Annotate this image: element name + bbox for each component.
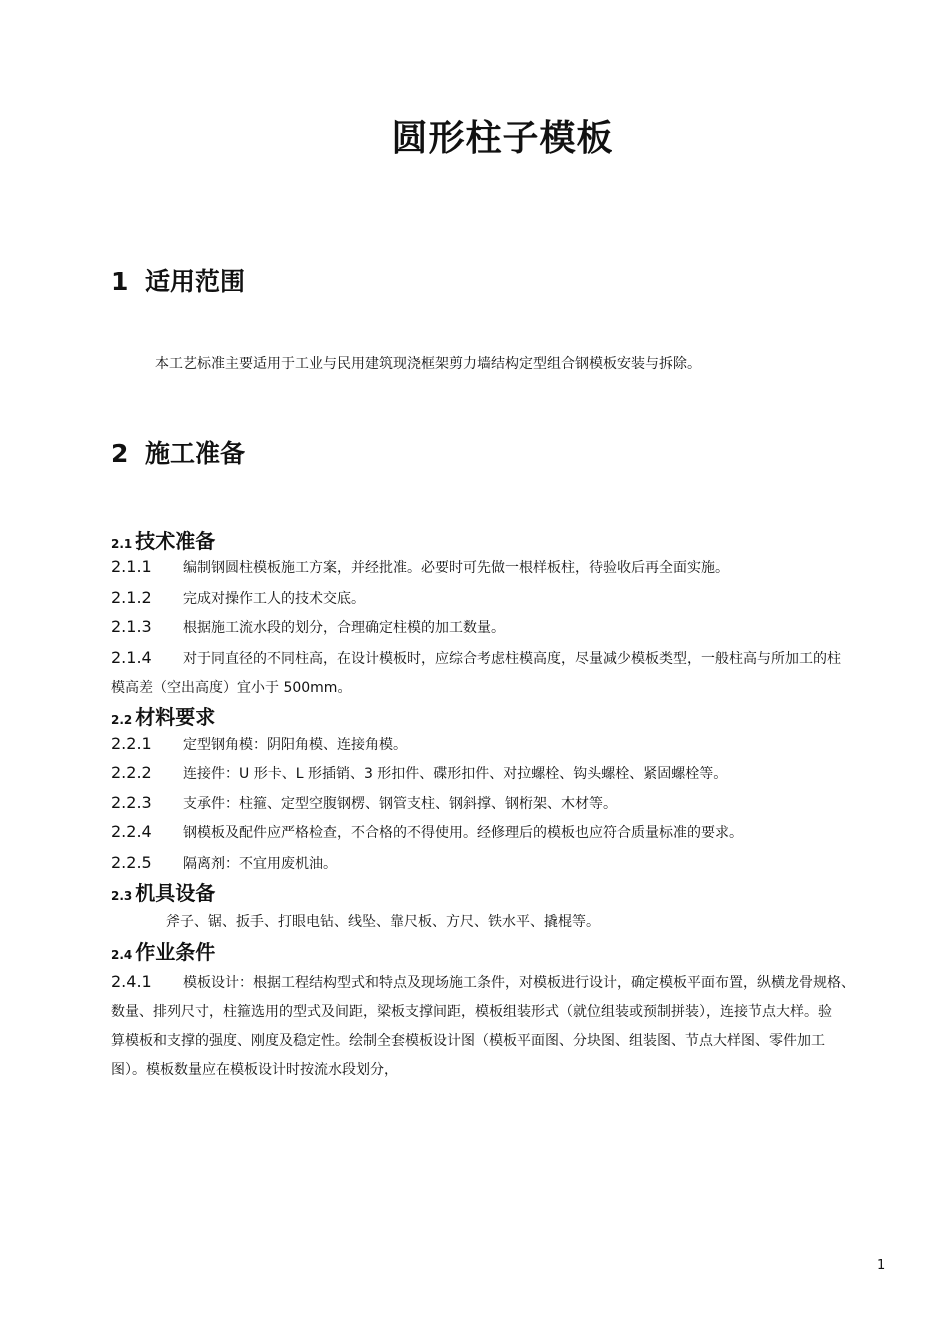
- section-2-number: 2: [111, 439, 129, 468]
- item-number: 2.4.1: [111, 972, 152, 991]
- item-text: 根据施工流水段的划分，合理确定柱模的加工数量。: [183, 620, 505, 636]
- subsection-2-3-number: 2.3: [111, 889, 133, 903]
- subsection-2-2-title: 材料要求: [135, 705, 216, 729]
- item-text: 编制钢圆柱模板施工方案，并经批准。必要时可先做一根样板柱，待验收后再全面实施。: [183, 560, 729, 576]
- item-text: 支承件：柱箍、定型空腹钢楞、钢管支柱、钢斜撑、钢桁架、木材等。: [183, 796, 617, 812]
- item-text-line: 图）。模板数量应在模板设计时按流水段划分，: [111, 1062, 398, 1078]
- item-number: 2.2.5: [111, 853, 152, 872]
- item-text-continued: 模高差（空出高度）宜小于 500mm。: [111, 680, 352, 696]
- item-text: 完成对操作工人的技术交底。: [183, 591, 365, 607]
- page-number: 1: [877, 1258, 886, 1273]
- subsection-2-3-heading: [111, 877, 215, 906]
- item-2-1-1: [111, 557, 896, 577]
- subsection-2-4-title: 作业条件: [135, 940, 216, 964]
- section-1-number: 1: [111, 267, 129, 296]
- item-number: 2.2.4: [111, 822, 152, 841]
- item-2-2-5: [111, 853, 896, 873]
- document-title: 圆形柱子模板: [391, 118, 614, 159]
- section-2-heading: [111, 434, 245, 470]
- item-2-1-2: [111, 588, 896, 608]
- item-number: 2.1.4: [111, 648, 152, 667]
- item-2-2-1: [111, 734, 896, 754]
- item-2-4-1: [111, 967, 896, 1085]
- item-2-2-4: [111, 822, 896, 842]
- item-text: 对于同直径的不同柱高，在设计模板时，应综合考虑柱模高度，尽量减少模板类型，一般柱高与所加工的柱: [183, 651, 841, 667]
- item-number: 2.1.2: [111, 588, 152, 607]
- subsection-2-4-heading: [111, 936, 215, 965]
- subsection-2-2-number: 2.2: [111, 713, 133, 727]
- subsection-2-1-number: 2.1: [111, 537, 133, 551]
- item-number: 2.2.3: [111, 793, 152, 812]
- subsection-2-4-number: 2.4: [111, 948, 133, 962]
- item-text-line: 数量、排列尺寸，柱箍选用的型式及间距，梁板支撑间距，模板组装形式（就位组装或预制拼装），连接节点大样。验: [111, 1004, 832, 1020]
- item-text: 定型钢角模：阴阳角模、连接角模。: [183, 737, 407, 753]
- item-text: 模板设计：根据工程结构型式和特点及现场施工条件，对模板进行设计，确定模板平面布置，纵横龙骨规格、: [183, 975, 855, 991]
- subsection-2-1-title: 技术准备: [135, 529, 216, 553]
- section-1-text: 本工艺标准主要适用于工业与民用建筑现浇框架剪力墙结构定型组合钢模板安装与拆除。: [155, 356, 701, 372]
- item-2-2-2: [111, 763, 896, 783]
- item-text-line: 算模板和支撑的强度、刚度及稳定性。绘制全套模板设计图（模板平面图、分块图、组装图、节点大样图、零件加工: [111, 1033, 825, 1049]
- subsection-2-2-heading: [111, 701, 215, 730]
- item-number: 2.2.1: [111, 734, 152, 753]
- item-number: 2.2.2: [111, 763, 152, 782]
- subsection-2-3-text: 斧子、锯、扳手、打眼电钻、线坠、靠尺板、方尺、铁水平、撬棍等。: [166, 914, 600, 930]
- section-1-title: 适用范围: [145, 267, 246, 296]
- item-text: 连接件：U 形卡、L 形插销、3 形扣件、碟形扣件、对拉螺栓、钩头螺栓、紧固螺栓等。: [183, 766, 728, 782]
- subsection-2-3-title: 机具设备: [135, 881, 216, 905]
- item-2-1-4: [111, 643, 896, 703]
- subsection-2-1-heading: [111, 525, 215, 554]
- section-1-heading: [111, 262, 245, 298]
- item-text: 钢模板及配件应严格检查，不合格的不得使用。经修理后的模板也应符合质量标准的要求。: [183, 825, 743, 841]
- item-number: 2.1.1: [111, 557, 152, 576]
- item-2-1-3: [111, 617, 896, 637]
- item-2-2-3: [111, 793, 896, 813]
- item-text: 隔离剂：不宜用废机油。: [183, 856, 337, 872]
- section-2-title: 施工准备: [145, 439, 246, 468]
- item-number: 2.1.3: [111, 617, 152, 636]
